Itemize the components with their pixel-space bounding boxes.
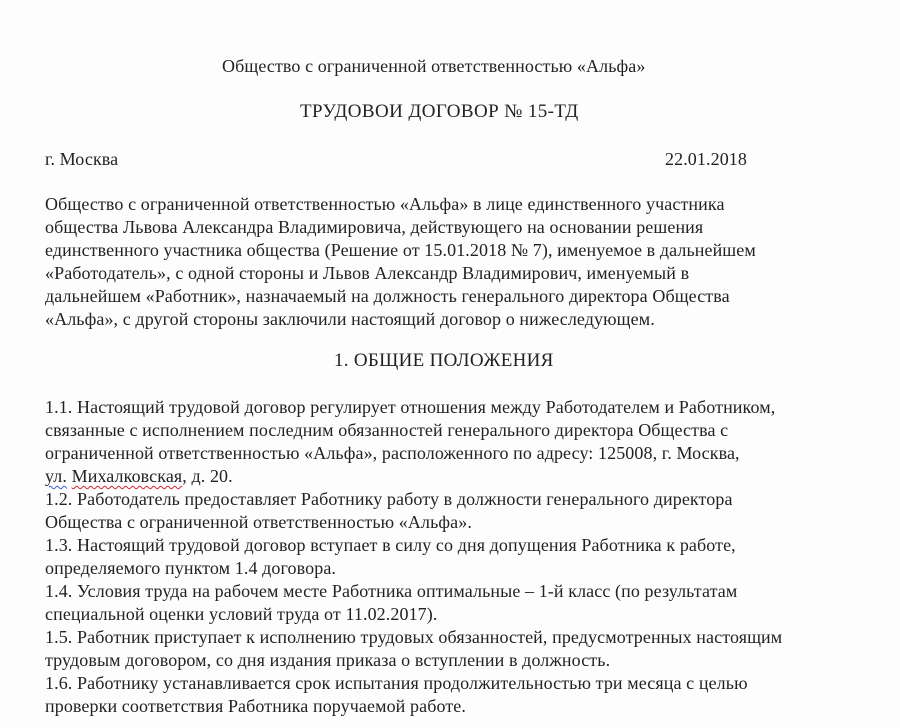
body-line: 1.6. Работнику устанавливается срок испытания продолжительностью три месяца с целью bbox=[45, 673, 748, 693]
section-title: 1. ОБЩИЕ ПОЛОЖЕНИЯ bbox=[334, 350, 554, 371]
preamble-line: дальнейшем «Работник», назначаемый на должность генерального директора Общества bbox=[45, 286, 730, 306]
body-line: проверки соответствия Работника поручаемой работе. bbox=[45, 696, 466, 716]
body-line: ограниченной ответственностью «Альфа», расположенного по адресу: 125008, г. Москва, bbox=[45, 443, 740, 463]
city: г. Москва bbox=[45, 149, 119, 169]
street-prefix: ул. bbox=[45, 466, 67, 486]
body-line: 1.3. Настоящий трудовой договор вступает в силу со дня допущения Работника к работе, bbox=[45, 535, 736, 555]
body-line-address-street: ул. Михалковская, д. 20. bbox=[45, 466, 233, 486]
preamble-line: «Альфа», с другой стороны заключили настоящий договор о нижеследующем. bbox=[45, 309, 655, 329]
body-line: 1.2. Работодатель предоставляет Работнику работу в должности генерального директора bbox=[45, 489, 733, 509]
preamble-line: общества Львова Александра Владимировича, действующего на основании решения bbox=[45, 217, 704, 237]
body-line: трудовым договором, со дня издания приказа о вступлении в должность. bbox=[45, 650, 611, 670]
document-date: 22.01.2018 bbox=[665, 149, 747, 169]
organization-header: Общество с ограниченной ответственностью «Альфа» bbox=[222, 56, 646, 76]
body-line: определяемого пунктом 1.4 договора. bbox=[45, 558, 337, 578]
body-line: специальной оценки условий труда от 11.02.2017). bbox=[45, 604, 438, 624]
preamble-line: единственного участника общества (Решение от 15.01.2018 № 7), именуемое в дальнейшем bbox=[45, 240, 756, 260]
body-line: 1.1. Настоящий трудовой договор регулирует отношения между Работодателем и Работником, bbox=[45, 397, 776, 417]
body-line: связанные с исполнением последним обязанностей генерального директора Общества с bbox=[45, 420, 729, 440]
preamble-line: Общество с ограниченной ответственностью «Альфа» в лице единственного участника bbox=[45, 194, 725, 214]
body-line: 1.5. Работник приступает к исполнению трудовых обязанностей, предусмотренных настоящим bbox=[45, 627, 783, 647]
street-name: Михалковская bbox=[71, 466, 183, 486]
document-title: ТРУДОВОИ ДОГОВОР № 15-ТД bbox=[300, 101, 579, 122]
body-line: 1.4. Условия труда на рабочем месте Работника оптимальные – 1-й класс (по результатам bbox=[45, 581, 738, 601]
body-line: Общества с ограниченной ответственностью «Альфа». bbox=[45, 512, 472, 532]
preamble-line: «Работодатель», с одной стороны и Львов Александр Владимирович, именуемый в bbox=[45, 263, 690, 283]
